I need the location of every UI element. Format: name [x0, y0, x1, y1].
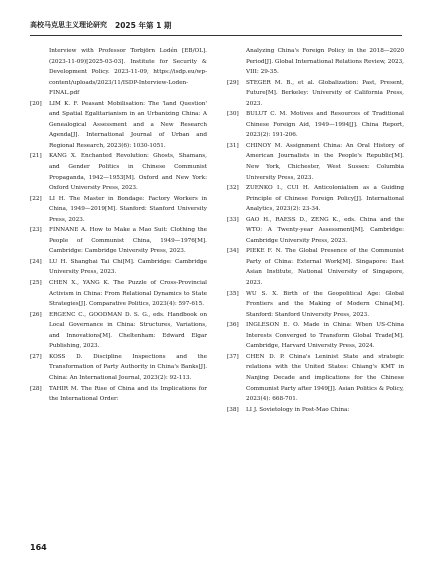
right-column — [227, 46, 404, 415]
reference-text: CHEN X., YANG K. The Puzzle of Cross-Provincial Activism in China: From Relational Dynamics to State Strategies[J]. Comparative Politics, 2023(4): 597-615. — [49, 280, 207, 308]
reference-item — [30, 194, 207, 226]
reference-item — [30, 99, 207, 152]
reference-number: [26] — [30, 311, 42, 318]
reference-text: KANG X. Enchanted Revolution: Ghosts, Shamans, and Gender Politics in Chinese Communist Propaganda, 1942—1953[M]. Oxford and New York: Oxford University Press, 2023. — [49, 153, 207, 192]
reference-item — [227, 352, 404, 405]
left-column — [30, 46, 207, 405]
reference-number: [24] — [30, 258, 42, 265]
reference-number: [27] — [30, 353, 42, 360]
reference-number: [22] — [30, 195, 42, 202]
reference-item — [30, 257, 207, 278]
reference-number: [28] — [30, 385, 42, 392]
reference-number: [38] — [227, 406, 239, 413]
reference-text: STEGER M. B., et al. Globalization: Past, Present, Future[M]. Berkeley: University of California Press, 2023. — [246, 79, 404, 107]
reference-text: FINNANE A. How to Make a Mao Suit: Clothing the People of Communist China, 1949—1976[M]. Cambridge: Cambridge University Press, 2023. — [49, 227, 207, 255]
reference-text: LI J. Sovietology in Post-Mao China: — [246, 406, 350, 413]
issue-label: 2025 年第 1 期 — [115, 20, 172, 30]
reference-text: ZUENKO I., CUI H. Anticolonialism as a Guiding Principle of Chinese Foreign Policy[J]. International Analytics, 2023(2): 23-34. — [246, 185, 404, 213]
reference-item — [227, 246, 404, 288]
reference-continuation: Analyzing China's Foreign Policy in the 2018—2020 Period[J]. Global International Relations Review, 2023, VIII: 29-35. — [246, 48, 404, 76]
reference-number: [30] — [227, 111, 239, 118]
running-header — [30, 18, 402, 32]
journal-title: 高校马克思主义理论研究 — [30, 21, 107, 29]
reference-number: [34] — [227, 248, 239, 255]
reference-text: WU S. X. Birth of the Geopolitical Age: Global Frontiers and the Making of Modern China[M]. Stanford: Stanford University Press, 2023. — [246, 290, 404, 318]
reference-text: INGLESON E. O. Made in China: When US-China Interests Converged to Transform Global Trade[M]. Cambridge, Harvard University Press, 2024. — [246, 322, 404, 350]
reference-text: CHINOY M. Assignment China: An Oral History of American Journalists in the People's Republic[M]. New York, Chichester, West Sussex: Columbia University Press, 2023. — [246, 142, 404, 181]
reference-text: LI H. The Master in Bondage: Factory Workers in China, 1949—2019[M]. Stanford: Stanford University Press, 2023. — [49, 195, 207, 223]
reference-text: CHEN D. P. China's Leninist State and strategic relations with the United States: Chiang's KMT in Nanjing Decade and implications for the Chinese Communist Party after 1949[J]. Asian Politics & Policy, 2023(4): 668-701. — [246, 353, 404, 403]
reference-item — [30, 151, 207, 193]
reference-text: KOSS D. Discipline Inspections and the Transformation of Party Authority in China's Banks[J]. China: An International Journal, 2023(2): 92-113. — [49, 353, 207, 381]
reference-item — [227, 183, 404, 215]
reference-item — [227, 289, 404, 321]
reference-text: LIM K. F. Peasant Mobilisation: The 'land Question' and Spatial Egalitarianism in an Urbanizing China: A Genealogical Assessment and a New Research Agenda[J]. International Journal of Urban and Regional Research, 2023(6): 1030-1051. — [49, 100, 207, 149]
reference-number: [23] — [30, 227, 42, 234]
reference-continuation: Interview with Professor Torbjörn Lodén [EB/OL]. (2023-11-09)[2025-03-03]. Institute for Security & Development Policy. 2023-11-09, https://isdp.eu/wp-content/uploads/2023/11/ISDP-Interview-Loden-FINAL.pdf — [49, 48, 207, 97]
reference-number: [21] — [30, 153, 42, 160]
reference-number: [35] — [227, 290, 239, 297]
reference-number: [25] — [30, 280, 42, 287]
reference-item — [30, 278, 207, 310]
reference-item — [227, 215, 404, 247]
reference-item — [227, 78, 404, 110]
reference-item — [30, 384, 207, 405]
reference-number: [29] — [227, 79, 239, 86]
reference-text: LU H. Shanghai Tai Chi[M]. Cambridge: Cambridge University Press, 2023. — [49, 258, 207, 276]
reference-text: TAHIR M. The Rise of China and its Implications for the International Order: — [49, 385, 207, 403]
reference-text: ERGENC C., GOODMAN D. S. G., eds. Handbook on Local Governance in China: Structures, Variations, and Innovations[M]. Cheltenham: Edward Elgar Publishing, 2023. — [49, 311, 207, 350]
reference-number: [32] — [227, 185, 239, 192]
reference-item — [227, 109, 404, 141]
header-rule — [30, 35, 402, 36]
reference-item — [227, 141, 404, 183]
page-number: 164 — [30, 543, 47, 552]
reference-item — [30, 352, 207, 384]
reference-item — [30, 225, 207, 257]
reference-text: GAO H., RAESS D., ZENG K., eds. China and the WTO: A Twenty-year Assessment[M]. Cambridge: Cambridge University Press, 2023. — [246, 216, 404, 244]
reference-text: PIEKE F. N. The Global Presence of the Communist Party of China: External Work[M]. Singapore: East Asian Institute, National University of Singapore, 2023. — [246, 248, 404, 287]
reference-number: [20] — [30, 100, 42, 107]
reference-list — [30, 99, 207, 405]
reference-item — [227, 320, 404, 352]
reference-number: [33] — [227, 216, 239, 223]
reference-list — [227, 78, 404, 416]
reference-item — [30, 310, 207, 352]
reference-number: [36] — [227, 322, 239, 329]
reference-number: [31] — [227, 142, 239, 149]
reference-text: BULUT C. M. Motives and Resources of Traditional Chinese Foreign Aid, 1949—1994[J]. China Report, 2023(2): 191-206. — [246, 111, 404, 139]
reference-number: [37] — [227, 353, 239, 360]
reference-item — [227, 405, 404, 416]
